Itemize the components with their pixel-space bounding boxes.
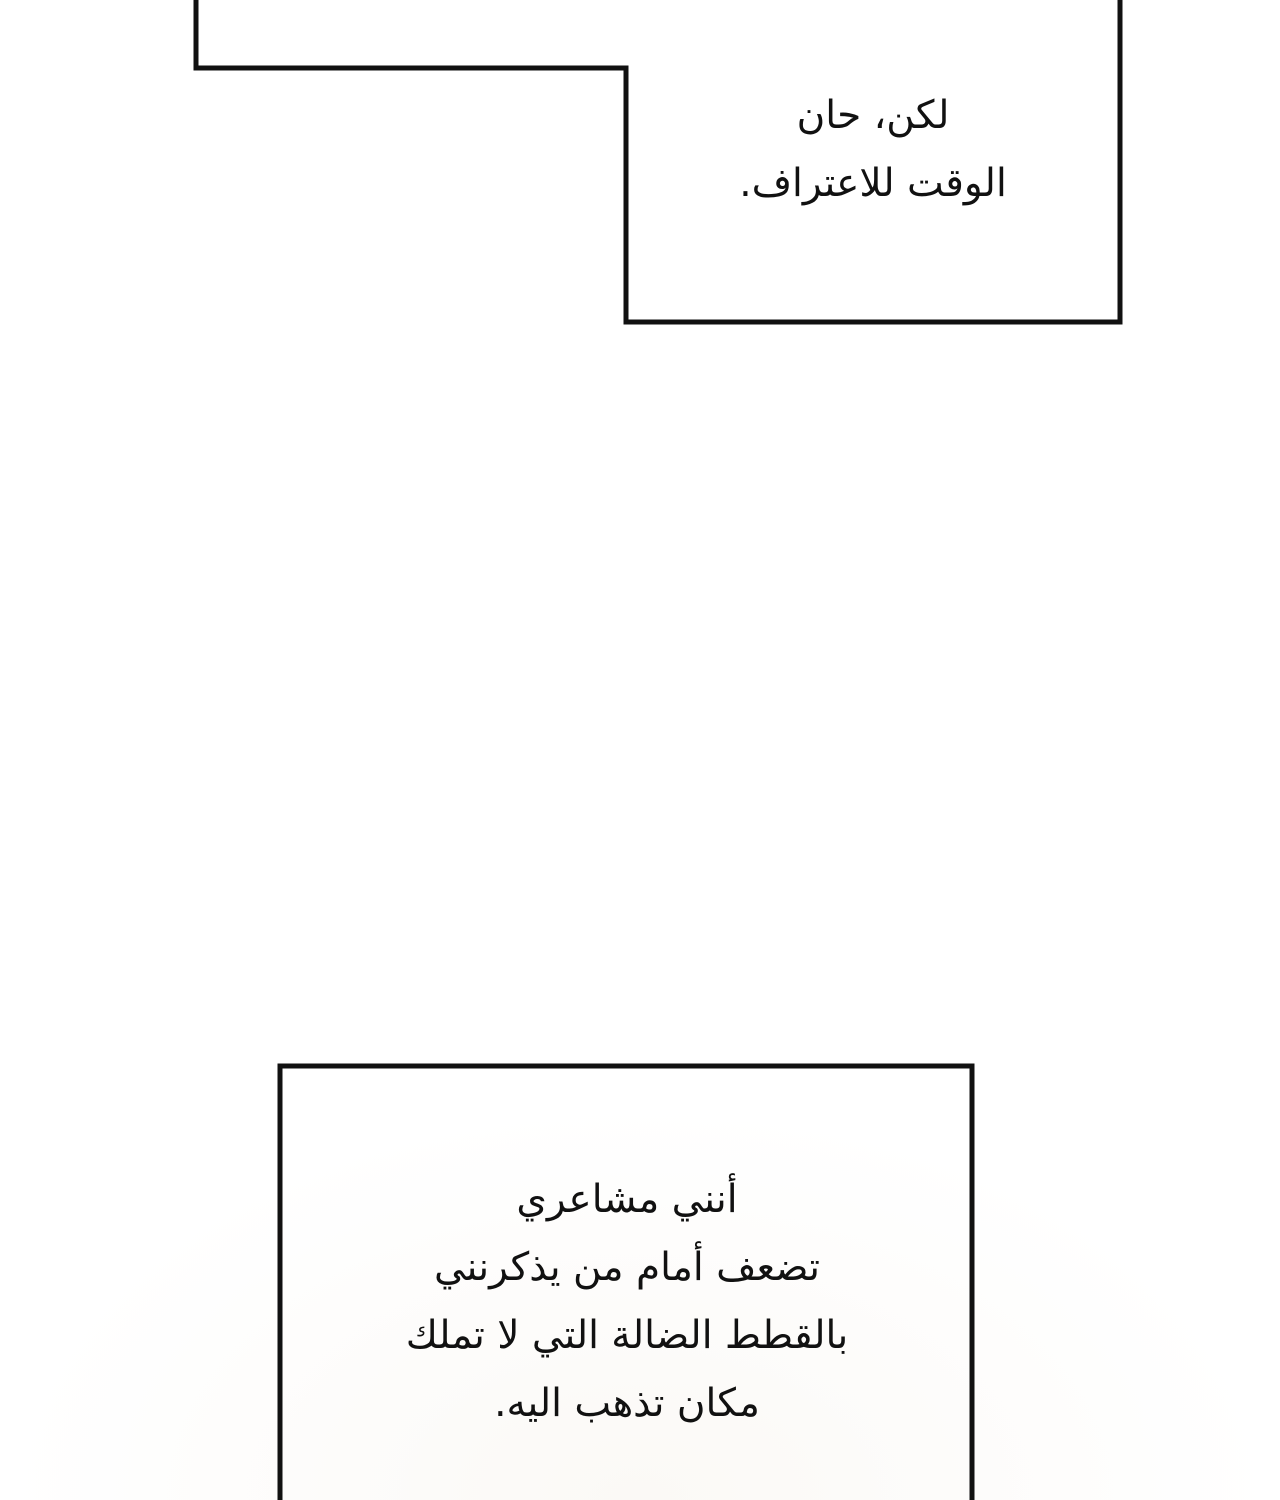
caption-box-1-text [628,82,1118,218]
caption-line: مكان تذهب اليه. [494,1381,760,1426]
caption-line: بالقطط الضالة التي لا تملك [405,1313,849,1358]
caption-box-2-text [284,1166,970,1438]
caption-line: لكن، حان [796,93,950,138]
caption-line: أنني مشاعري [516,1177,738,1222]
caption-line: تضعف أمام من يذكرنني [434,1245,820,1290]
caption-line: الوقت للاعتراف. [739,161,1007,206]
